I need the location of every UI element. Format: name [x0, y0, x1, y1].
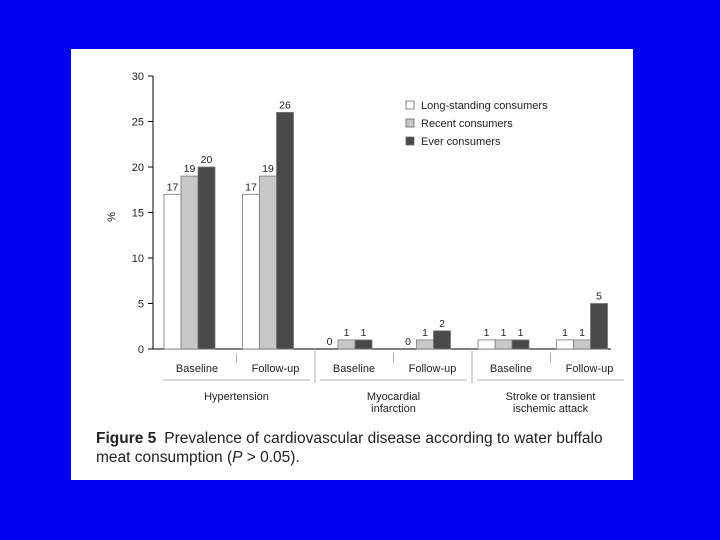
data-label: 5	[596, 290, 602, 303]
bar	[260, 176, 277, 349]
bar	[338, 340, 355, 349]
data-label: 19	[183, 163, 196, 176]
legend-swatch	[406, 137, 414, 145]
caption-p-symbol: P	[232, 449, 243, 466]
bar	[355, 340, 372, 349]
y-tick-label: 20	[131, 162, 144, 174]
data-label: 17	[245, 181, 257, 194]
data-label: 1	[562, 326, 568, 339]
group-label: Stroke or transient	[505, 391, 596, 403]
group-label: ischemic attack	[512, 403, 589, 415]
legend-label: Ever consumers	[421, 136, 501, 148]
data-label: 17	[166, 181, 179, 194]
y-tick-label: 10	[131, 253, 144, 265]
bar	[277, 112, 294, 349]
data-label: 19	[262, 163, 274, 176]
data-label: 20	[200, 154, 213, 166]
y-tick-label: 5	[137, 298, 144, 311]
legend-swatch	[406, 119, 414, 127]
data-label: 1	[579, 326, 585, 339]
data-label: 1	[483, 326, 490, 339]
x-tick-label: Follow-up	[408, 363, 457, 375]
legend-swatch	[406, 101, 414, 109]
group-label: infarction	[371, 403, 416, 415]
y-tick-label: 25	[131, 116, 144, 129]
legend-label: Long-standing consumers	[421, 100, 548, 112]
bar	[478, 340, 495, 349]
data-label: 1	[517, 326, 524, 339]
bar	[198, 167, 215, 349]
data-label: 1	[360, 326, 367, 339]
caption-text-end: > 0.05).	[242, 449, 300, 466]
figure-caption	[96, 429, 626, 467]
group-label: Myocardial	[366, 391, 421, 403]
y-tick-label: 15	[131, 207, 144, 220]
x-tick-label: Baseline	[489, 363, 533, 375]
x-tick-label: Baseline	[175, 363, 219, 375]
y-axis-label: %	[106, 212, 118, 222]
data-label: 1	[500, 326, 507, 339]
data-label: 2	[439, 317, 445, 330]
bar	[557, 340, 574, 349]
x-tick-label: Baseline	[332, 363, 376, 375]
caption-text: Prevalence of cardiovascular disease according to water buffalo meat consumption (	[96, 430, 603, 466]
data-label: 1	[343, 326, 350, 339]
bar	[434, 331, 451, 349]
legend-label: Recent consumers	[421, 118, 513, 130]
data-label: 1	[422, 326, 428, 339]
bar	[181, 176, 198, 349]
x-tick-label: Follow-up	[251, 363, 300, 375]
bar	[512, 340, 529, 349]
data-label: 0	[405, 336, 411, 348]
bar-chart	[71, 49, 633, 429]
bar	[417, 340, 434, 349]
x-tick-label: Follow-up	[565, 363, 614, 375]
bar	[591, 304, 608, 350]
bar	[243, 194, 260, 349]
y-tick-label: 30	[131, 71, 144, 83]
bar	[164, 194, 181, 349]
data-label: 0	[326, 336, 333, 348]
figure-panel	[71, 49, 633, 480]
y-tick-label: 0	[137, 344, 144, 356]
bar	[574, 340, 591, 349]
data-label: 26	[279, 99, 291, 112]
bar	[495, 340, 512, 349]
figure-label: Figure 5	[96, 430, 157, 447]
group-label: Hypertension	[204, 391, 269, 403]
